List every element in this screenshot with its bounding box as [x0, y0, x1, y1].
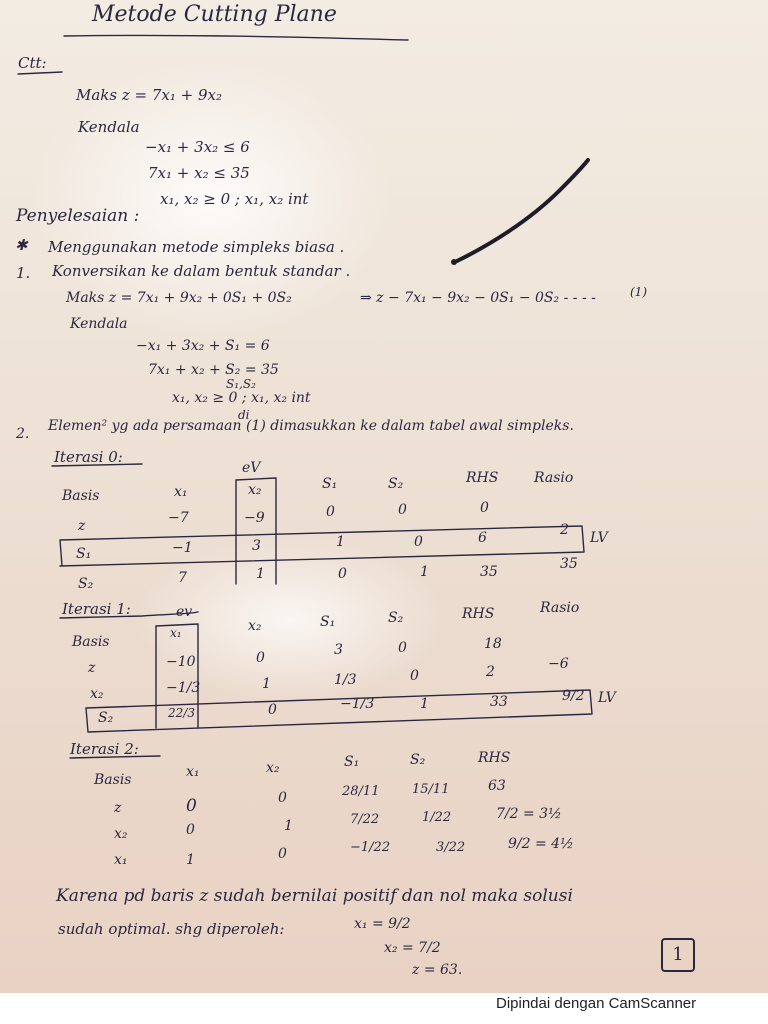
page-number-box: 1 [661, 938, 695, 972]
iter2-row-x1-x1: 1 [186, 852, 195, 868]
constraint-1: −x₁ + 3x₂ ≤ 6 [145, 138, 250, 156]
iter0-pivot-row [60, 526, 584, 566]
iter0-row-s1-x1: −1 [172, 540, 193, 556]
pen-dot [451, 259, 457, 265]
iter1-row-x2-s1: 1/3 [334, 672, 357, 688]
standard-constraint-2: 7x₁ + x₂ + S₂ = 35 [148, 362, 279, 378]
iter0-row-z-rhs: 0 [480, 500, 489, 516]
iter1-header-x1: x₁ [170, 626, 182, 640]
constraint-2: 7x₁ + x₂ ≤ 35 [148, 164, 250, 182]
iter1-row-s2-s2: 1 [420, 696, 429, 712]
iter1-row-s2-x1: 22/3 [168, 706, 195, 720]
iter1-row-z-s2: 0 [398, 640, 407, 656]
iter1-row-x2-x2: 1 [262, 676, 271, 692]
iter2-row-z-s1: 28/11 [342, 784, 380, 799]
iter0-row-s2-basis: S₂ [78, 576, 94, 592]
iter0-header-rhs: RHS [466, 470, 499, 486]
iter1-row-s2-s1: −1/3 [340, 696, 375, 712]
iter2-row-x2-x2: 1 [284, 818, 293, 834]
standard-constraint-1: −x₁ + 3x₂ + S₁ = 6 [136, 338, 270, 354]
iter0-row-s2-rasio: 35 [560, 556, 578, 572]
standard-constraint-3-sup: S₁,S₂ [226, 377, 256, 391]
conclusion-line-1: Karena pd baris z sudah bernilai positif dan nol maka solusi [56, 886, 573, 906]
iter2-row-z-basis: z [114, 800, 122, 816]
iter2-row-x2-basis: x₂ [114, 826, 128, 842]
result-z: z = 63. [412, 962, 463, 978]
standard-kendala-label: Kendala [70, 316, 128, 332]
iter1-header-basis: Basis [72, 634, 110, 650]
standard-constraint-3: x₁, x₂ ≥ 0 ; x₁, x₂ int [172, 390, 311, 406]
iter2-header-x2: x₂ [266, 760, 280, 776]
iter0-row-s2-x1: 7 [178, 570, 187, 586]
iter1-header-rhs: RHS [462, 606, 495, 622]
iter2-row-z-x2: 0 [278, 790, 287, 806]
solution-heading: Penyelesaian : [16, 206, 140, 226]
iter1-lv-label: LV [598, 690, 616, 706]
iter2-row-x1-rhs: 9/2 = 4½ [508, 836, 574, 852]
page-title: Metode Cutting Plane [92, 2, 337, 27]
iter1-header-s1: S₁ [320, 614, 336, 630]
step-2-text: Elemen² yg ada persamaan (1) dimasukkan ke dalam tabel awal simpleks. [48, 418, 574, 434]
iter0-row-s2-x2: 1 [256, 566, 265, 582]
step-2-sup: di [238, 408, 250, 422]
constraint-3: x₁, x₂ ≥ 0 ; x₁, x₂ int [160, 190, 309, 208]
iter2-row-x2-s2: 1/22 [422, 810, 452, 825]
iterasi-0-title: Iterasi 0: [54, 448, 123, 466]
iter0-lv-label: LV [590, 530, 608, 546]
iter2-header-s1: S₁ [344, 754, 360, 770]
result-x1: x₁ = 9/2 [354, 916, 411, 932]
iter2-row-x2-s1: 7/22 [350, 812, 380, 827]
iter2-row-z-rhs: 63 [488, 778, 506, 794]
result-x2: x₂ = 7/2 [384, 940, 441, 956]
iter1-header-x2: x₂ [248, 618, 262, 634]
iter0-row-z-x2: −9 [244, 510, 265, 526]
iter1-row-x2-s2: 0 [410, 668, 419, 684]
iter0-row-s1-rasio: 2 [560, 522, 569, 538]
iter0-row-s1-rhs: 6 [478, 530, 487, 546]
iter2-row-x1-x2: 0 [278, 846, 287, 862]
iter1-row-x2-x1: −1/3 [166, 680, 201, 696]
equation-tag: (1) [630, 285, 647, 299]
implied-equation: ⇒ z − 7x₁ − 9x₂ − 0S₁ − 0S₂ - - - - [360, 290, 596, 306]
iter0-row-z-s2: 0 [398, 502, 407, 518]
iter0-row-s2-rhs: 35 [480, 564, 498, 580]
iter0-header-x1: x₁ [174, 484, 188, 500]
pen-mark [455, 160, 588, 262]
iter0-row-s1-s1: 1 [336, 534, 345, 550]
iter2-header-x1: x₁ [186, 764, 200, 780]
iter1-row-z-x1: −10 [166, 654, 196, 670]
standard-objective: Maks z = 7x₁ + 9x₂ + 0S₁ + 0S₂ [66, 290, 292, 306]
step-1-text: Konversikan ke dalam bentuk standar . [52, 262, 351, 280]
iter1-pivot-row [86, 690, 592, 732]
iter1-row-x2-rhs: 2 [486, 664, 495, 680]
iter0-underline [52, 464, 142, 466]
iter0-header-x2: x₂ [248, 482, 262, 498]
objective-function: Maks z = 7x₁ + 9x₂ [76, 86, 223, 104]
iter1-row-z-s1: 3 [334, 642, 343, 658]
iter2-row-z-x1: 0 [186, 796, 197, 816]
iter1-row-z-basis: z [88, 660, 96, 676]
iterasi-1-title: Iterasi 1: [62, 600, 131, 618]
kendala-label: Kendala [78, 118, 140, 136]
method-text: Menggunakan metode simpleks biasa . [48, 238, 345, 256]
example-underline [18, 72, 62, 74]
iter0-ev-column [236, 478, 276, 584]
iter0-row-s2-s2: 1 [420, 564, 429, 580]
iter2-row-x2-rhs: 7/2 = 3½ [496, 806, 562, 822]
iter1-row-x2-basis: x₂ [90, 686, 104, 702]
iter2-row-x2-x1: 0 [186, 822, 195, 838]
iter0-row-z-x1: −7 [168, 510, 189, 526]
iter0-header-s2: S₂ [388, 476, 404, 492]
asterisk-icon: ✱ [15, 236, 28, 254]
iter2-header-basis: Basis [94, 772, 132, 788]
iterasi-1-ev: ev [176, 604, 193, 620]
title-underline [64, 35, 408, 40]
iter0-row-s1-basis: S₁ [76, 546, 92, 562]
iter2-row-x1-basis: x₁ [114, 852, 128, 868]
iter1-ev-column [156, 624, 201, 728]
iter1-row-s2-rhs: 33 [490, 694, 508, 710]
conclusion-line-2: sudah optimal. shg diperoleh: [58, 920, 285, 938]
iter1-row-s2-rasio: 9/2 [562, 688, 585, 704]
iterasi-0-ev: eV [242, 460, 261, 476]
iter2-row-x1-s1: −1/22 [350, 840, 391, 855]
iter2-row-x1-s2: 3/22 [436, 840, 466, 855]
iter0-row-z-s1: 0 [326, 504, 335, 520]
iter1-row-s2-basis: S₂ [98, 710, 114, 726]
iter0-header-basis: Basis [62, 488, 100, 504]
iter0-row-z-basis: z [78, 518, 86, 534]
iter1-row-x2-rasio: −6 [548, 656, 569, 672]
iter1-header-s2: S₂ [388, 610, 404, 626]
iter2-header-rhs: RHS [478, 750, 511, 766]
camscanner-footer: Dipindai dengan CamScanner [496, 995, 697, 1012]
step-1-number: 1. [16, 264, 31, 282]
iter1-header-rasio: Rasio [540, 600, 580, 616]
iter0-row-s1-s2: 0 [414, 534, 423, 550]
iter0-row-s1-x2: 3 [252, 538, 261, 554]
iter2-row-z-s2: 15/11 [412, 782, 450, 797]
iter1-underline [60, 612, 198, 618]
example-label: Ctt: [18, 54, 47, 72]
iter1-row-z-x2: 0 [256, 650, 265, 666]
iter0-header-rasio: Rasio [534, 470, 574, 486]
iter1-row-s2-x2: 0 [268, 702, 277, 718]
iter2-underline [70, 756, 160, 758]
iter2-header-s2: S₂ [410, 752, 426, 768]
iter1-row-z-rhs: 18 [484, 636, 502, 652]
iter0-header-s1: S₁ [322, 476, 338, 492]
step-2-number: 2. [16, 426, 30, 442]
iter0-row-s2-s1: 0 [338, 566, 347, 582]
iterasi-2-title: Iterasi 2: [70, 740, 139, 758]
